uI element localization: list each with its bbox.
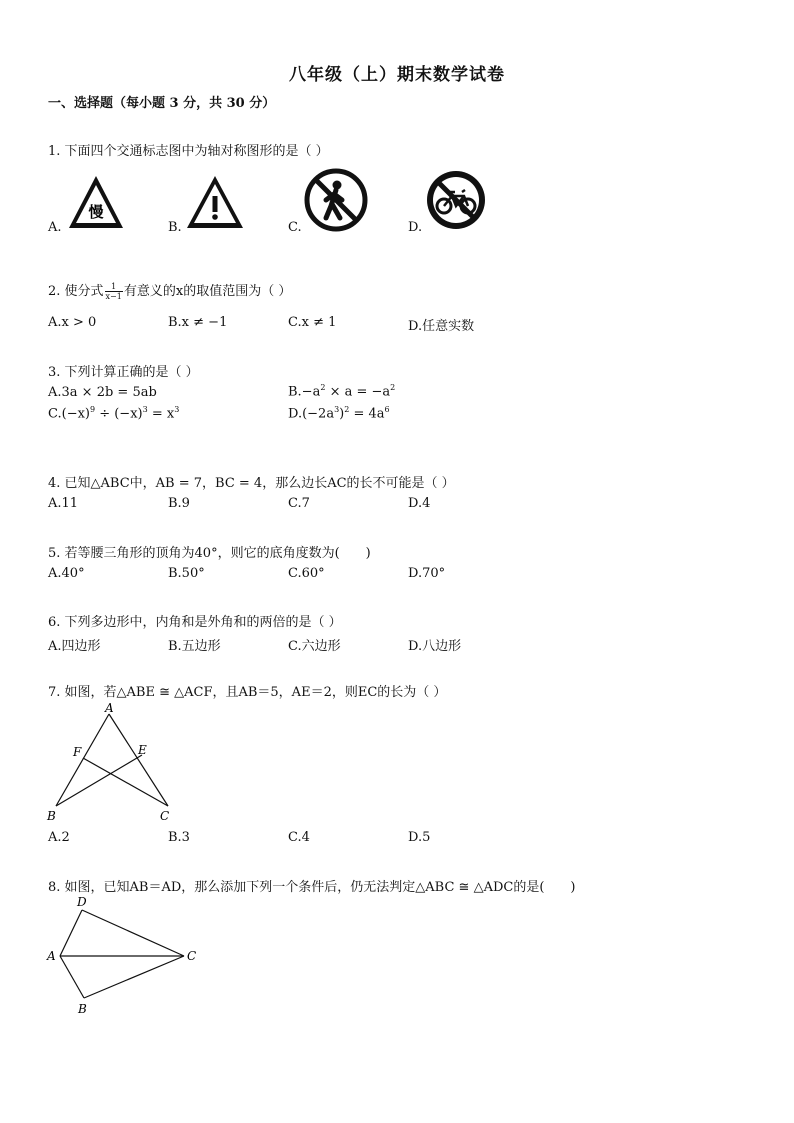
sign-slow <box>66 172 126 236</box>
q8-stem: 8. 如图，已知AB＝AD，那么添加下列一个条件后，仍无法判定△ABC ≅ △ADC的是( ) <box>48 880 576 895</box>
section-heading: 一、选择题（每小题 3 分，共 30 分） <box>48 96 276 111</box>
sign-slow-text: 慢 <box>88 203 104 221</box>
q8-side-ad <box>60 910 82 956</box>
q3-b-exp-2: 2 <box>390 383 396 392</box>
q5-option-b: B.50° <box>168 566 205 581</box>
q3-b-exp-1: 2 <box>320 383 326 392</box>
q2-stem-post: 有意义的x的取值范围为（ ） <box>123 284 292 299</box>
q7-figure <box>44 700 184 829</box>
q1-option-b: B. <box>168 220 182 235</box>
q1-option-d: D. <box>408 220 423 235</box>
q8-side-ab <box>60 956 84 998</box>
q3-d-exp-2: 2 <box>344 405 350 414</box>
q2-option-c: C.x ≠ 1 <box>288 315 337 330</box>
q3-c-exp-3: 3 <box>174 405 180 414</box>
q7-label-a: A <box>105 701 114 715</box>
q3-option-c <box>48 405 179 421</box>
q4-option-d: D.4 <box>408 496 431 511</box>
q6-option-d: D.八边形 <box>408 639 462 654</box>
q7-option-c: C.4 <box>288 830 310 845</box>
q7-option-a: A.2 <box>48 830 70 845</box>
q8-side-dc <box>82 910 184 956</box>
q3-option-b <box>288 383 395 399</box>
q3-d-text-3: = 4a <box>349 406 385 422</box>
q4-stem: 4. 已知△ABC中，AB = 7，BC = 4，那么边长AC的长不可能是（ ） <box>48 476 455 491</box>
q6-option-a: A.四边形 <box>48 639 101 654</box>
q3-c-text-2: ÷ (−x) <box>95 406 143 422</box>
q4-option-c: C.7 <box>288 496 310 511</box>
q3-b-text-1: B.−a <box>288 384 321 400</box>
q7-side-ab <box>56 714 109 806</box>
q7-segment-be <box>56 755 142 806</box>
page-title: 八年级（上）期末数学试卷 <box>289 65 505 85</box>
q3-c-text-3: = x <box>147 406 175 422</box>
q1-stem: 1. 下面四个交通标志图中为轴对称图形的是（ ） <box>48 144 329 159</box>
q2-option-b: B.x ≠ −1 <box>168 315 228 330</box>
q7-label-b: B <box>47 809 56 823</box>
q6-stem: 6. 下列多边形中，内角和是外角和的两倍的是（ ） <box>48 615 342 630</box>
q8-label-a: A <box>47 949 56 963</box>
q8-label-c: C <box>187 949 197 963</box>
q8-side-bc <box>84 956 184 998</box>
sign-no-bicycle <box>424 168 488 236</box>
q2-stem <box>48 280 291 301</box>
q3-option-d <box>288 405 390 421</box>
q1-option-c: C. <box>288 220 302 235</box>
q3-c-exp-2: 3 <box>142 405 148 414</box>
q7-option-d: D.5 <box>408 830 431 845</box>
q3-c-text-1: C.(−x) <box>48 406 90 422</box>
q7-label-f: F <box>73 745 82 759</box>
q8-figure <box>44 892 204 1026</box>
q7-label-e: E <box>138 743 147 757</box>
q6-option-c: C.六边形 <box>288 639 341 654</box>
q3-d-exp-3: 6 <box>384 405 390 414</box>
q8-label-d: D <box>77 895 87 909</box>
q5-option-d: D.70° <box>408 566 446 581</box>
q3-c-exp-1: 9 <box>89 405 96 414</box>
q5-stem: 5. 若等腰三角形的顶角为40°，则它的底角度数为( ) <box>48 546 371 561</box>
q2-fraction <box>105 282 123 301</box>
sign-warning <box>184 172 246 236</box>
q7-stem: 7. 如图，若△ABE ≅ △ACF，且AB＝5，AE＝2，则EC的长为（ ） <box>48 685 447 700</box>
q3-b-text-2: × a = −a <box>325 384 391 400</box>
q2-option-d: D.任意实数 <box>408 319 475 334</box>
q2-frac-num: 1 <box>105 282 123 292</box>
q5-option-c: C.60° <box>288 566 325 581</box>
q3-stem: 3. 下列计算正确的是（ ） <box>48 365 199 380</box>
q5-option-a: A.40° <box>48 566 85 581</box>
q7-label-c: C <box>160 809 170 823</box>
q7-side-ac <box>109 714 168 806</box>
q3-d-text-2: ) <box>339 406 345 422</box>
q8-label-b: B <box>78 1002 87 1016</box>
q7-option-b: B.3 <box>168 830 190 845</box>
q4-option-b: B.9 <box>168 496 190 511</box>
q4-option-a: A.11 <box>48 496 79 511</box>
q6-option-b: B.五边形 <box>168 639 221 654</box>
q2-option-a: A.x > 0 <box>48 315 97 330</box>
sign-no-pedestrian <box>304 168 368 236</box>
q3-option-a: A.3a × 2b = 5ab <box>48 385 157 400</box>
q2-stem-pre: 2. 使分式 <box>48 284 104 299</box>
q2-frac-den: x−1 <box>105 292 122 301</box>
q3-d-exp-1: 3 <box>334 405 340 414</box>
q1-option-a: A. <box>48 220 62 235</box>
q3-d-text-1: D.(−2a <box>288 406 335 422</box>
